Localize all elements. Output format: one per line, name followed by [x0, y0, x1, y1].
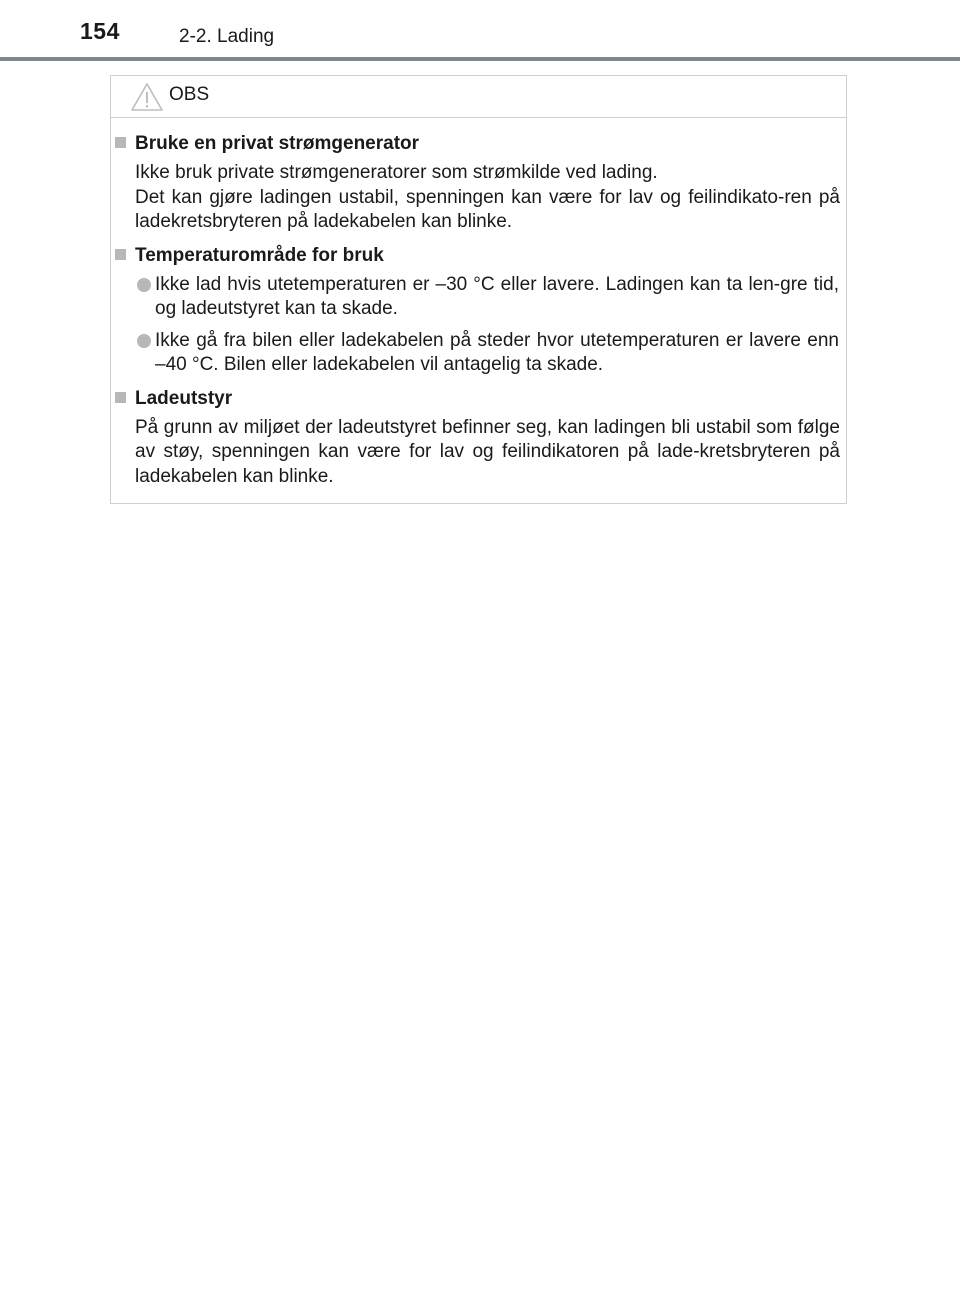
notice-header: [111, 76, 846, 118]
block-title-text: Bruke en privat strømgenerator: [135, 133, 420, 154]
list-item: [155, 273, 839, 322]
square-bullet-icon: [115, 137, 126, 148]
square-bullet-icon: [115, 249, 126, 260]
block-title-text: Temperaturområde for bruk: [135, 244, 384, 266]
circle-bullet-icon: [137, 278, 151, 292]
paragraph: Det kan gjøre ladingen ustabil, spenningen kan være for lav og feilindikato-ren på ladekretsbryteren på ladekabelen kan blinke.: [135, 186, 840, 232]
block-title: [135, 387, 848, 411]
warning-triangle-icon: [130, 82, 164, 112]
page-number: 154: [80, 18, 120, 44]
list-item: [155, 329, 839, 378]
block-title-text: Ladeutstyr: [135, 387, 233, 409]
block-title: [135, 132, 848, 156]
section-title: 2-2. Lading: [179, 26, 275, 47]
notice-content: [111, 132, 848, 489]
paragraph: På grunn av miljøet der ladeutstyret befinner seg, kan ladingen bli ustabil som følge av støy, spenningen kan være for lav og feilindikatoren på lade-kretsbryteren på ladekabelen kan blinke.: [135, 416, 840, 487]
square-bullet-icon: [115, 392, 126, 403]
notice-box: [110, 75, 847, 504]
list-item-text: Ikke gå fra bilen eller ladekabelen på steder hvor utetemperaturen er lavere enn –40 °C. Bilen eller ladekabelen vil antagelig ta skade.: [155, 329, 839, 375]
notice-label: OBS: [169, 84, 210, 105]
list-item-text: Ikke lad hvis utetemperaturen er –30 °C eller lavere. Ladingen kan ta len-gre tid, og ladeutstyret kan ta skade.: [155, 273, 839, 319]
circle-bullet-icon: [137, 334, 151, 348]
block-title: [135, 244, 848, 268]
paragraph: Ikke bruk private strømgeneratorer som strømkilde ved lading.: [135, 162, 658, 183]
page-header: [0, 0, 960, 62]
header-divider: [0, 57, 960, 61]
